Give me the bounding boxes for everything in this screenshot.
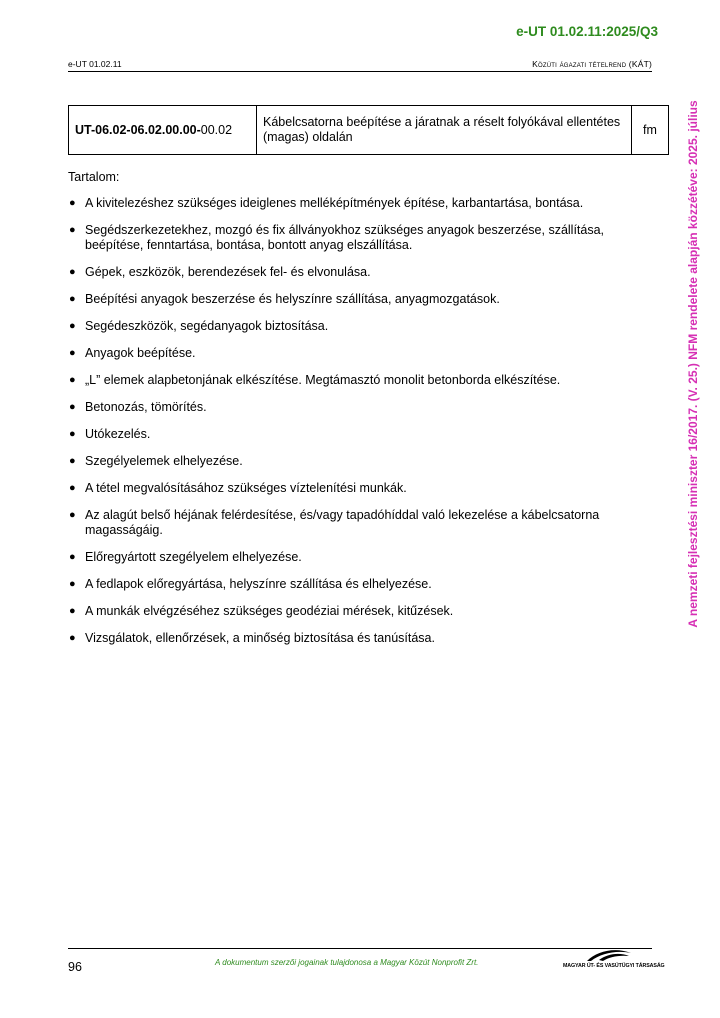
list-item: ● Segédeszközök, segédanyagok biztosítása. [69,319,329,333]
header-right-label: Közúti ágazati tételrend (KÁT) [532,59,652,69]
logo-text: MAGYAR ÚT- ÉS VASÚTÜGYI TÁRSASÁG [563,963,665,969]
list-item: ● Gépek, eszközök, berendezések fel- és elvonulása. [69,265,371,279]
bullet-icon: ● [69,578,76,590]
list-item: ● Beépítési anyagok beszerzése és helyszínre szállítása, anyagmozgatások. [69,292,500,306]
list-item: ● Anyagok beépítése. [69,346,196,360]
bullet-icon: ● [69,293,76,305]
bullet-icon: ● [69,320,76,332]
bullet-icon: ● [69,509,76,521]
item-table [68,105,669,155]
item-description: Kábelcsatorna beépítése a járatnak a réselt folyókával ellentétes (magas) oldalán [257,106,632,155]
list-item: ● A munkák elvégzéséhez szükséges geodéziai mérések, kitűzések. [69,604,454,618]
header-left-label: e-UT 01.02.11 [68,59,122,69]
item-code-bold: UT-06.02-06.02.00.00- [75,122,201,137]
document-code: e-UT 01.02.11:2025/Q3 [516,24,658,39]
list-item: ● Előregyártott szegélyelem elhelyezése. [69,550,302,564]
list-item: ● Szegélyelemek elhelyezése. [69,454,243,468]
list-item: ● Az alagút belső héjának felérdesítése, és/vagy tapadóhíddal való lekezelése a kábelcsatorna magasságáig. [69,508,600,537]
bullet-icon: ● [69,482,76,494]
content-list [68,196,643,658]
list-item: ● „L” elemek alapbetonjának elkészítése. Megtámasztó monolit betonborda elkészítése. [69,373,561,387]
publication-side-note: A nemzeti fejlesztési miniszter 16/2017. (V. 25.) NFM rendelete alapján közzétéve: 2025. július [686,100,700,628]
bullet-icon: ● [69,224,76,236]
list-item: ● Segédszerkezetekhez, mozgó és fix állványokhoz szükséges anyagok beszerzése, szállítása, beépítése, fenntartása, bontása, bontott anyag elszállítása. [69,223,605,252]
list-item: ● Utókezelés. [69,427,151,441]
item-row [69,106,669,155]
list-item: ● Vizsgálatok, ellenőrzések, a minőség biztosítása és tanúsítása. [69,631,435,645]
bullet-icon: ● [69,401,76,413]
bullet-icon: ● [69,455,76,467]
bullet-icon: ● [69,632,76,644]
copyright-notice: A dokumentum szerzői jogainak tulajdonosa a Magyar Közút Nonprofit Zrt. [215,958,479,967]
bullet-icon: ● [69,266,76,278]
list-item: ● Betonozás, tömörítés. [69,400,207,414]
item-code-suffix: 00.02 [200,122,233,137]
list-item: ● A kivitelezéshez szükséges ideiglenes melléképítmények építése, karbantartása, bontása. [69,196,584,210]
header-divider [68,71,652,72]
item-code-cell [69,106,257,155]
list-item: ● A tétel megvalósításához szükséges víztelenítési munkák. [69,481,407,495]
item-unit: fm [632,106,669,155]
list-item: ● A fedlapok előregyártása, helyszínre szállítása és elhelyezése. [69,577,432,591]
bullet-icon: ● [69,197,76,209]
bullet-icon: ● [69,374,76,386]
logo-swoosh-icon [585,947,633,963]
bullet-icon: ● [69,347,76,359]
bullet-icon: ● [69,428,76,440]
organization-logo [563,947,665,973]
bullet-icon: ● [69,551,76,563]
page-number: 96 [68,960,82,974]
bullet-icon: ● [69,605,76,617]
content-label: Tartalom: [68,170,120,184]
